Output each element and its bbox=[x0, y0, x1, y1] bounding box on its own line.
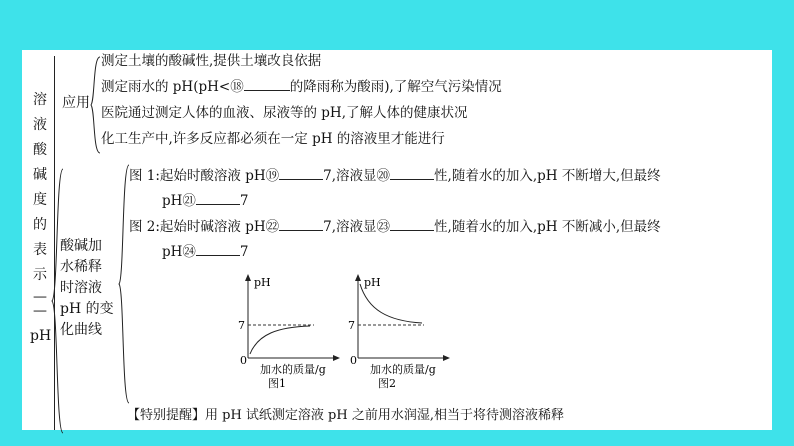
graph2-origin: 0 bbox=[350, 354, 357, 367]
title-char: 度 bbox=[33, 192, 47, 208]
graph2-curve-falling bbox=[360, 284, 422, 323]
title-char: 酸 bbox=[33, 142, 47, 158]
answer-blank-24[interactable] bbox=[196, 243, 240, 256]
answer-blank-20[interactable] bbox=[390, 167, 434, 180]
graph1-y-arrow bbox=[245, 274, 251, 281]
fig1-line1: 图 1:起始时酸溶液 pH⑲ 7,溶液显⑳ 性,随着水的加入,pH 不断增大,但最终 bbox=[129, 168, 661, 184]
curve-section-label: 酸碱加 水稀释 时溶液 pH 的变 化曲线 bbox=[60, 238, 114, 338]
graph1-seven: 7 bbox=[238, 319, 245, 332]
curve-brace bbox=[118, 164, 130, 404]
fig1-line2: pH㉑ 7 bbox=[162, 193, 249, 209]
title-char: 的 bbox=[33, 217, 47, 233]
graph2-x-arrow bbox=[443, 355, 450, 361]
graph1-ylabel: pH bbox=[254, 276, 271, 289]
title-ph: pH bbox=[30, 328, 52, 344]
graph1-curve-rising bbox=[250, 326, 310, 354]
answer-blank-21[interactable] bbox=[196, 192, 240, 205]
answer-blank-23[interactable] bbox=[390, 218, 434, 231]
fig2-line2: pH㉔ 7 bbox=[162, 244, 249, 260]
left-title bbox=[30, 90, 50, 346]
application-item: 医院通过测定人体的血液、尿液等的 pH,了解人体的健康状况 bbox=[101, 105, 468, 121]
graph2-ylabel: pH bbox=[364, 276, 381, 289]
title-char: 碱 bbox=[33, 167, 47, 183]
application-item: 测定雨水的 pH(pH<⑱ 的降雨称为酸雨),了解空气污染情况 bbox=[101, 79, 502, 95]
graph2-y-arrow bbox=[355, 274, 361, 281]
answer-blank-22[interactable] bbox=[279, 218, 323, 231]
title-dash: — bbox=[33, 289, 47, 305]
answer-blank-18[interactable] bbox=[244, 78, 290, 91]
graph1-caption: 图1 bbox=[268, 377, 286, 390]
graph2-seven: 7 bbox=[348, 319, 355, 332]
document-page bbox=[22, 50, 772, 430]
application-item: 化工生产中,许多反应都必须在一定 pH 的溶液里才能进行 bbox=[101, 131, 445, 147]
graph2-caption: 图2 bbox=[378, 377, 396, 390]
graph2-xlabel: 加水的质量/g bbox=[370, 363, 436, 376]
fig2-line1: 图 2:起始时碱溶液 pH㉒ 7,溶液显㉓ 性,随着水的加入,pH 不断减小,但最终 bbox=[129, 219, 661, 235]
graph1-origin: 0 bbox=[240, 354, 247, 367]
answer-blank-19[interactable] bbox=[279, 167, 323, 180]
graph1-xlabel: 加水的质量/g bbox=[260, 363, 326, 376]
title-char: 表 bbox=[33, 242, 47, 258]
special-tip: 【特别提醒】用 pH 试纸测定溶液 pH 之前用水润湿,相当于将待测溶液稀释 bbox=[127, 408, 564, 423]
title-char: 液 bbox=[33, 117, 47, 133]
application-label: 应用 bbox=[62, 95, 90, 111]
title-char: 示 bbox=[33, 267, 47, 283]
application-item: 测定土壤的酸碱性,提供土壤改良依据 bbox=[101, 53, 322, 69]
graph-fig2 bbox=[330, 270, 460, 390]
title-dash: — bbox=[33, 303, 47, 319]
title-char: 溶 bbox=[33, 92, 47, 108]
